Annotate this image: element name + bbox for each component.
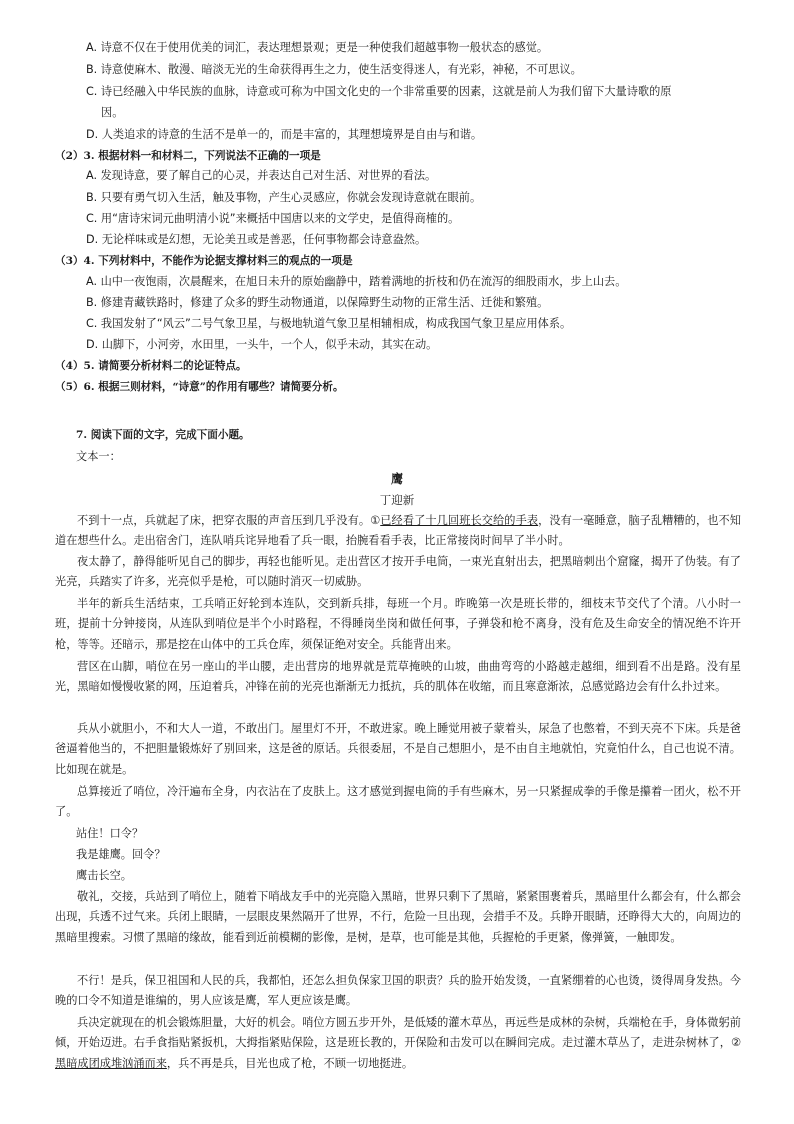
- option-a: A. 诗意不仅在于使用优美的词汇，表达理想景观；更是一种使我们超越事物一般状态的感觉。: [86, 41, 549, 54]
- story-title: 鹰: [390, 472, 403, 486]
- underlined-phrase-2: 黑暗成团成堆汹涌而来: [55, 1056, 167, 1070]
- dialogue-2: 我是雄鹰。回令？: [76, 848, 166, 861]
- paragraph-12-start: 兵决定就现在的机会锻炼胆量，大好的机会。哨位方圆五步开外，是低矮的灌木草丛，再远些是成林的杂树，兵端枪在手，身体微躬前倾，开始迈进。右手食指贴紧扳机，大拇指紧贴保险，这是班长教的，开保险和击发可以在瞬间完成。走过灌木草丛了，走进杂树林了，②: [55, 1016, 741, 1050]
- option-c: C. 诗已经融入中华民族的血脉，诗意或可称为中国文化史的一个非常重要的因素，这就是前人为我们留下大量诗歌的原: [86, 85, 672, 98]
- paragraph-12: [55, 1013, 741, 1074]
- question-6-stem: （5）6. 根据三则材料，“诗意”的作用有哪些？请简要分析。: [55, 381, 344, 393]
- q4-option-a: A. 山中一夜饱雨，次晨醒来，在旭日未升的原始幽静中，踏着满地的折枝和仍在流泻的细股雨水，步上山去。: [86, 275, 627, 288]
- paragraph-5: 兵从小就胆小，不和大人一道，不敢出门。屋里灯不开，不敢进家。晚上睡觉用被子蒙着头，尿急了也憋着，不到天亮不下床。兵是爸爸逼着他当的，不把胆量锻炼好了别回来，这是爸的原话。兵很委屈，不是自己想胆小，是不由自主地就怕，究竟怕什么，自己也说不清。比如现在就是。: [55, 722, 741, 776]
- paragraph-10: 敬礼，交接，兵站到了哨位上，随着下哨战友手中的光亮隐入黑暗，世界只剩下了黑暗，紧紧围裹着兵，黑暗里什么都会有，什么都会出现，兵透不过气来。兵闭上眼睛，一层眼皮果然隔开了世界，不行，危险一旦出现，会措手不及。兵睁开眼睛，还睁得大大的，向周边的黑暗里搜索。习惯了黑暗的缘故，能看到近前模糊的影像，是树，是草，也可能是其他，兵握枪的手更紧，像弹簧，一触即发。: [55, 890, 741, 944]
- paragraph-1-start: 不到十一点，兵就起了床，把穿衣服的声音压到几乎没有。①: [77, 514, 381, 527]
- q4-option-c: C. 我国发射了“风云”二号气象卫星，与极地轨道气象卫星相辅相成，构成我国气象卫星应用体系。: [86, 317, 572, 330]
- question-7-stem: 7. 阅读下面的文字，完成下面小题。: [76, 429, 250, 441]
- underlined-phrase-1: 已经看了十几回班长交给的手表: [380, 514, 539, 527]
- paragraph-1: [55, 511, 741, 552]
- question-4-stem: （3）4. 下列材料中，不能作为论据支撑材料三的观点的一项是: [55, 255, 353, 267]
- paragraph-6: 总算接近了哨位，冷汗遍布全身，内衣沾在了皮肤上。这才感觉到握电筒的手有些麻木，另一只紧握成拳的手像是攥着一团火，松不开了。: [55, 785, 741, 819]
- paragraph-2: 夜太静了，静得能听见自己的脚步，再轻也能听见。走出营区才按开手电筒，一束光直射出去，把黑暗刺出个窟窿，揭开了伪装。有了光亮，兵踏实了许多，光亮似乎是枪，可以随时消灭一切威胁。: [55, 555, 741, 589]
- paragraph-11: 不行！是兵，保卫祖国和人民的兵，我都怕，还怎么担负保家卫国的职责？兵的脸开始发烫，一直紧绷着的心也烫，烫得周身发热。今晚的口令不知道是谁编的，男人应该是鹰，军人更应该是鹰。: [55, 974, 741, 1008]
- paragraph-1-end: ，没有一毫睡意，脑子乱糟糟的，也不知道在想些什么。走出宿舍门，连队哨兵诧异地看了兵一眼，抬腕看看手表，比正常接岗时间早了半小时。: [55, 514, 741, 548]
- dialogue-3: 鹰击长空。: [76, 869, 132, 882]
- story-author: 丁迎新: [379, 493, 415, 507]
- option-c-continued: 因。: [101, 106, 124, 119]
- q3-option-d: D. 无论样味或是幻想，无论美丑或是善恶，任何事物都会诗意盎然。: [86, 233, 427, 246]
- text-label: 文本一：: [76, 450, 121, 463]
- option-d: D. 人类追求的诗意的生活不是单一的，而是丰富的，其理想境界是自由与和谐。: [86, 128, 483, 141]
- question-3-stem: （2）3. 根据材料一和材料二，下列说法不正确的一项是: [55, 150, 321, 162]
- question-5-stem: （4）5. 请简要分析材料二的论证特点。: [55, 360, 247, 372]
- dialogue-1: 站住！口令？: [76, 827, 144, 840]
- q4-option-b: B. 修建青藏铁路时，修建了众多的野生动物通道，以保障野生动物的正常生活、迁徙和繁殖。: [86, 296, 549, 309]
- option-b: B. 诗意使麻木、散漫、暗淡无光的生命获得再生之力，使生活变得迷人，有光彩，神秘，不可思议。: [86, 63, 582, 76]
- q3-option-c: C. 用“唐诗宋词元曲明清小说”来概括中国唐以来的文学史，是值得商榷的。: [86, 212, 460, 225]
- q3-option-a: A. 发现诗意，要了解自己的心灵，并表达自己对生活、对世界的看法。: [86, 169, 437, 182]
- q3-option-b: B. 只要有勇气切入生活，触及事物，产生心灵感应，你就会发现诗意就在眼前。: [86, 191, 482, 204]
- q4-option-d: D. 山脚下，小河旁，水田里，一头牛，一个人，似乎未动，其实在动。: [86, 338, 438, 351]
- paragraph-12-end: ，兵不再是兵，目光也成了枪，不顾一切地挺进。: [166, 1056, 414, 1070]
- paragraph-3: 半年的新兵生活结束，工兵哨正好轮到本连队，交到新兵排，每班一个月。昨晚第一次是班长带的，细枝末节交代了个清。八小时一班，提前十分钟接岗，从连队到哨位是半个小时路程，不得睡岗坐岗和做任何事，子弹袋和枪不离身，没有危及生命安全的情况绝不许开枪，等等。还暗示，那是挖在山体中的工兵仓库，须保证绝对安全。兵能背出来。: [55, 597, 741, 651]
- paragraph-4: 营区在山脚，哨位在另一座山的半山腰，走出营房的地界就是荒草掩映的山坡，曲曲弯弯的小路越走越细，细到看不出是路。没有星光，黑暗如慢慢收紧的网，压迫着兵，冲锋在前的光亮也渐渐无力抵抗，兵的肌体在收缩，而且寒意渐浓，总感觉路边会有什么扑过来。: [55, 660, 741, 694]
